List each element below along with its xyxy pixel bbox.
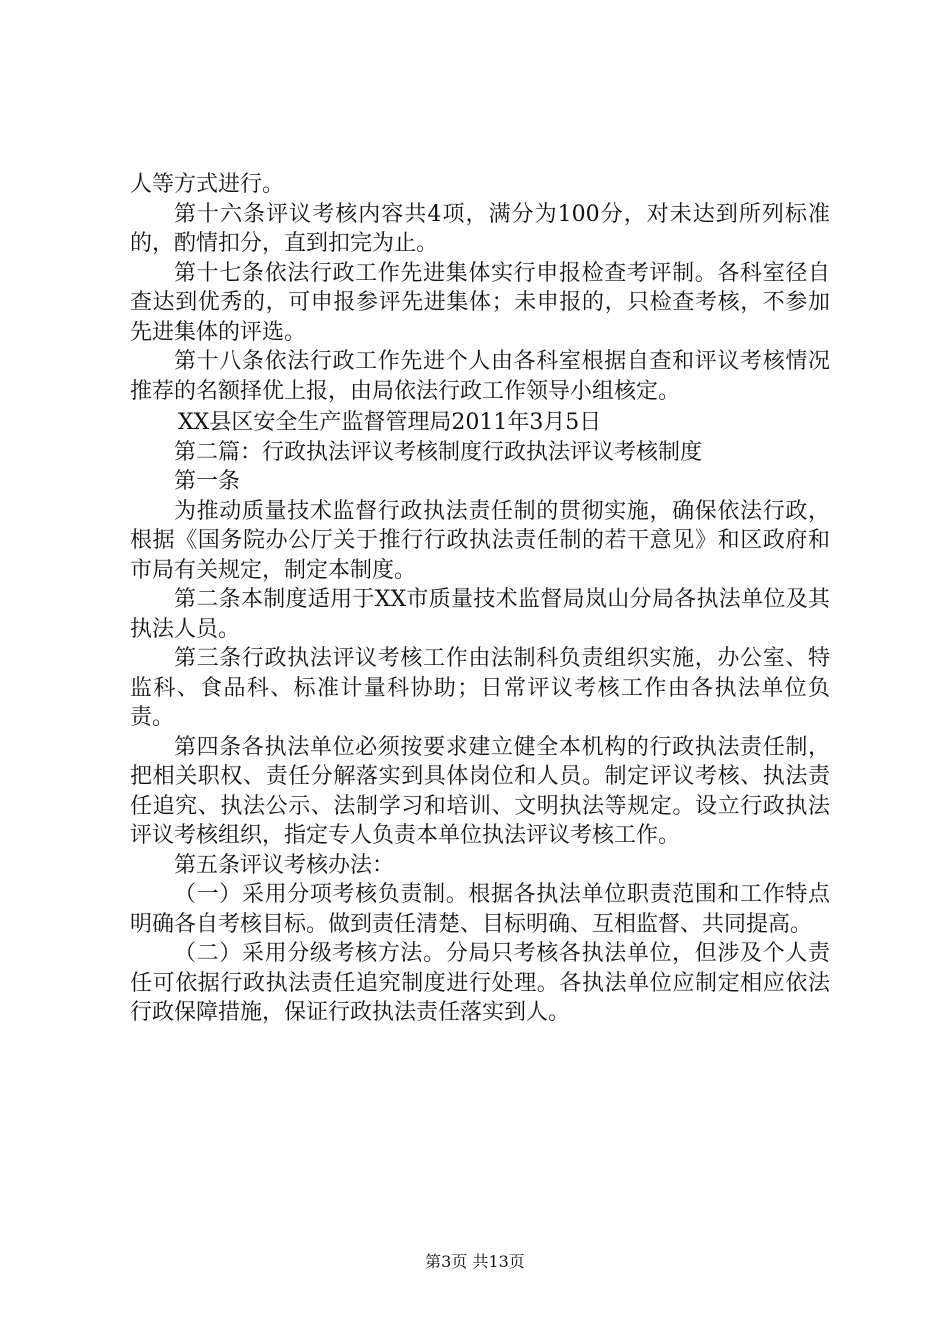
paragraph-14: （二）采用分级考核方法。分局只考核各执法单位，但涉及个人责任可依据行政执法责任追究制度进行处理。各执法单位应制定相应依法行政保障措施，保证行政执法责任落实到人。 xyxy=(130,941,830,1025)
paragraph-1: 人等方式进行。 xyxy=(130,172,285,197)
paragraph-2: 第十六条评议考核内容共4项，满分为100分，对未达到所列标准的，酌情扣分，直到扣完为止。 xyxy=(130,201,830,256)
paragraph-3: 第十七条依法行政工作先进集体实行申报检查考评制。各科室径自查达到优秀的，可申报参评先进集体；未申报的，只检查考核，不参加先进集体的评选。 xyxy=(130,260,830,345)
paragraph-4: 第十八条依法行政工作先进个人由各科室根据自查和评议考核情况推荐的名额择优上报，由局依法行政工作领导小组核定。 xyxy=(130,349,830,404)
signature-line: XX县区安全生产监督管理局2011年3月5日 xyxy=(178,410,602,435)
paragraph-9: 第二条本制度适用于XX市质量技术监督局岚山分局各执法单位及其执法人员。 xyxy=(130,587,830,642)
paragraph-8: 为推动质量技术监督行政执法责任制的贯彻实施，确保依法行政，根据《国务院办公厅关于推行行政执法责任制的若干意见》和区政府和市局有关规定，制定本制度。 xyxy=(130,498,830,583)
article-heading: 第一条 xyxy=(174,469,241,494)
paragraph-13: （一）采用分项考核负责制。根据各执法单位职责范围和工作特点明确各自考核目标。做到责任清楚、目标明确、互相监督、共同提高。 xyxy=(130,882,830,937)
paragraph-12: 第五条评议考核办法： xyxy=(174,852,395,878)
paragraph-11: 第四条各执法单位必须按要求建立健全本机构的行政执法责任制，把相关职权、责任分解落实到具体岗位和人员。制定评议考核、执法责任追究、执法公示、法制学习和培训、文明执法等规定。设立行政执法评议考核组织，指定专人负责本单位执法评议考核工作。 xyxy=(130,734,830,848)
page-number-footer: 第3页 共13页 xyxy=(425,1252,525,1271)
paragraph-10: 第三条行政执法评议考核工作由法制科负责组织实施，办公室、特监科、食品科、标准计量科协助；日常评议考核工作由各执法单位负责。 xyxy=(130,646,830,730)
document-body xyxy=(130,170,830,1028)
section-title: 第二篇：行政执法评议考核制度行政执法评议考核制度 xyxy=(174,439,703,465)
